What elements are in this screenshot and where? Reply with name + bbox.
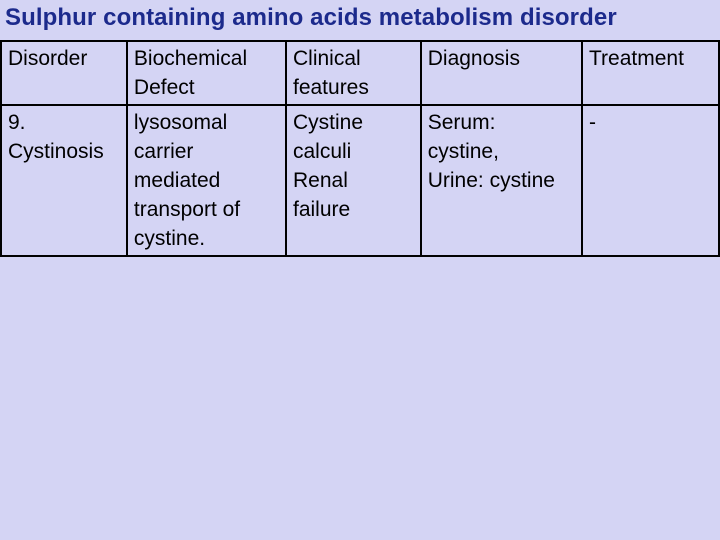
slide-title: Sulphur containing amino acids metabolism disorder <box>5 4 617 31</box>
header-cell-biochemical-defect: Biochemical Defect <box>127 41 286 105</box>
header-cell-treatment: Treatment <box>582 41 719 105</box>
cell-biochemical-defect: lysosomal carrier mediated transport of cystine. <box>127 105 286 256</box>
header-cell-disorder: Disorder <box>1 41 127 105</box>
header-cell-clinical-features: Clinical features <box>286 41 421 105</box>
cell-disorder: 9. Cystinosis <box>1 105 127 256</box>
disorder-table <box>0 40 720 257</box>
table-row <box>1 105 719 256</box>
cell-diagnosis: Serum: cystine, Urine: cystine <box>421 105 582 256</box>
header-cell-diagnosis: Diagnosis <box>421 41 582 105</box>
table-header-row <box>1 41 719 105</box>
cell-clinical-features: Cystine calculi Renal failure <box>286 105 421 256</box>
cell-treatment: - <box>582 105 719 256</box>
